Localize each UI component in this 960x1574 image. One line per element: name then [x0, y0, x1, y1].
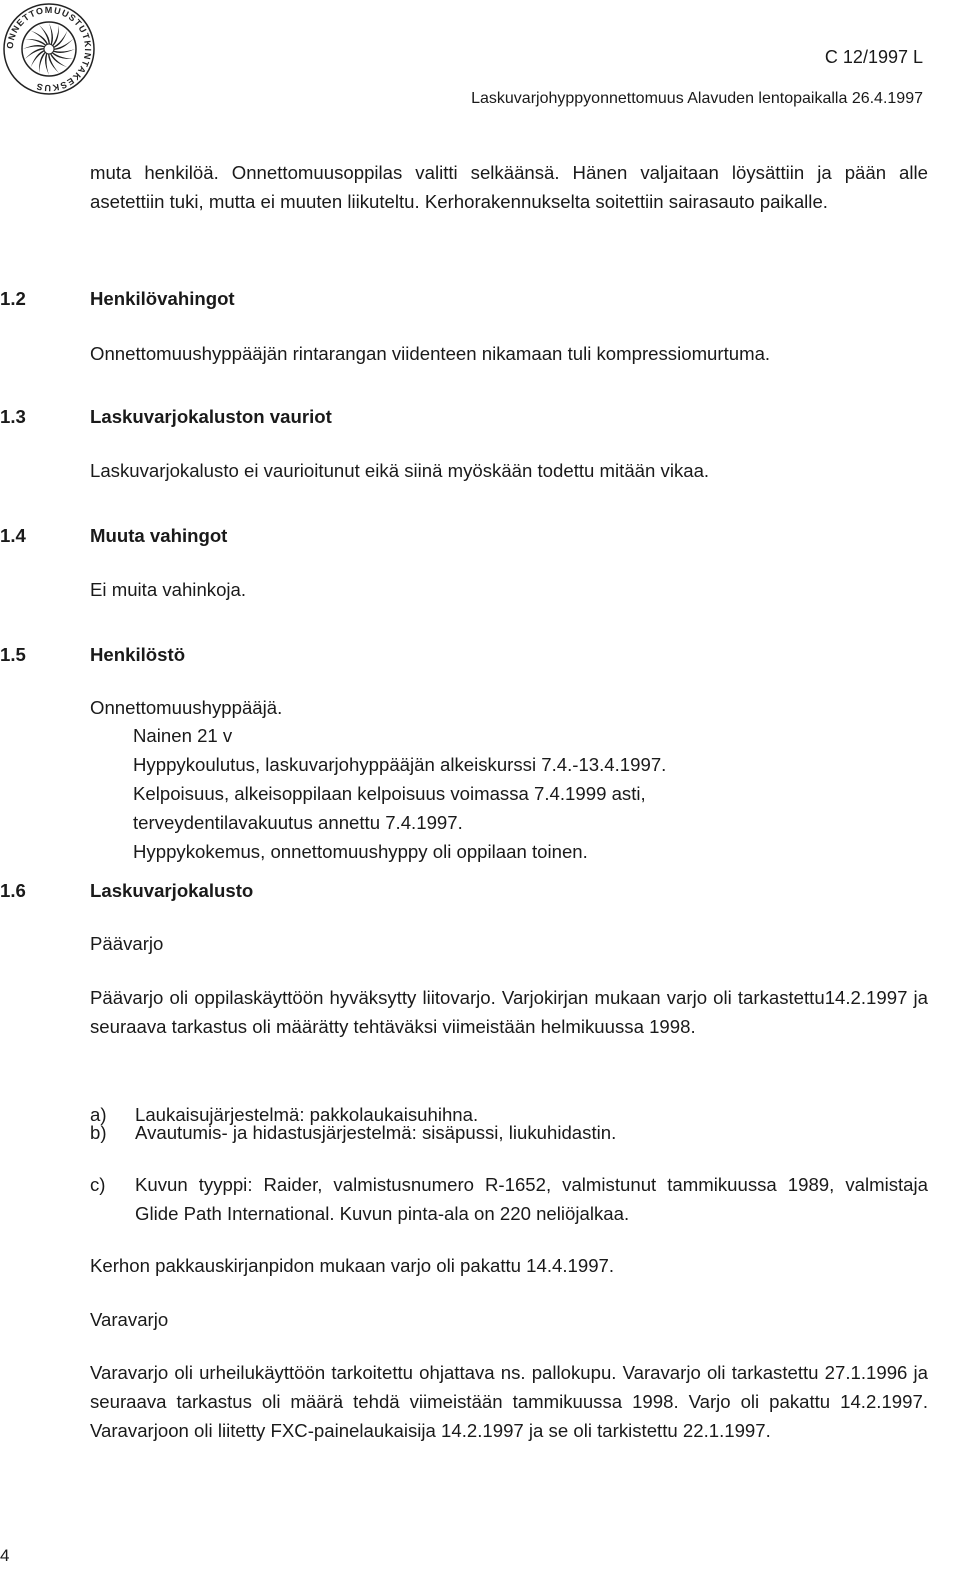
section-title-1-6: Laskuvarjokalusto — [90, 880, 254, 901]
section-number-1-2: 1.2 — [0, 288, 26, 309]
section-number-1-3: 1.3 — [0, 406, 26, 427]
personnel-line: terveydentilavakuutus annettu 7.4.1997. — [133, 812, 463, 833]
personnel-line: Kelpoisuus, alkeisoppilaan kelpoisuus voimassa 7.4.1999 asti, — [133, 783, 646, 804]
section-number-1-6: 1.6 — [0, 880, 26, 901]
section-number-1-4: 1.4 — [0, 525, 26, 546]
page-number: 4 — [0, 1546, 10, 1565]
section-text-1-4: Ei muita vahinkoja. — [90, 579, 247, 600]
list-item-label: c) — [90, 1174, 106, 1195]
section-number-1-5: 1.5 — [0, 644, 26, 665]
personnel-lead: Onnettomuushyppääjä. — [90, 697, 283, 718]
personnel-line: Hyppykokemus, onnettomuushyppy oli oppilaan toinen. — [133, 841, 588, 862]
list-item-text: Avautumis- ja hidastusjärjestelmä: sisäpussi, liukuhidastin. — [135, 1122, 617, 1143]
section-title-1-4: Muuta vahingot — [90, 525, 228, 546]
logo-ring-text: ONNETTOMUUSTUTKINTAKESKUS — [4, 4, 94, 94]
list-item-label: a) — [90, 1104, 107, 1125]
section-title-1-5: Henkilöstö — [90, 644, 186, 665]
reserve-canopy-paragraph: Varavarjo oli urheilukäyttöön tarkoitettu ohjattava ns. pallokupu. Varavarjo oli tarkastettu 27.1.1996 ja seuraava tarkastus oli määrä tehdä viimeistään tammikuussa 1998. Varjo oli pakattu 14.2.1997. Varavarjoon oli liitetty FXC-painelaukaisija 14.2.1997 ja se oli tarkistettu 22.1.1997. — [90, 1362, 928, 1441]
main-canopy-paragraph: Päävarjo oli oppilaskäyttöön hyväksytty liitovarjo. Varjokirjan mukaan varjo oli tarkastettu14.2.1997 ja seuraava tarkastus oli määrätty tehtäväksi viimeistään helmikuussa 1998. — [90, 987, 928, 1037]
section-title-1-2: Henkilövahingot — [90, 288, 235, 309]
main-canopy-heading: Päävarjo — [90, 933, 164, 954]
reserve-canopy-heading: Varavarjo — [90, 1309, 169, 1330]
agency-logo — [2, 2, 96, 96]
section-text-1-2: Onnettomuushyppääjän rintarangan viidenteen nikamaan tuli kompressiomurtuma. — [90, 343, 771, 364]
list-item-text: Kuvun tyyppi: Raider, valmistusnumero R-1652, valmistunut tammikuussa 1989, valmistaja Glide Path International. Kuvun pinta-ala on 220 neliöjalkaa. — [135, 1174, 928, 1224]
intro-paragraph: muta henkilöä. Onnettomuusoppilas valitti selkäänsä. Hänen valjaitaan löysättiin ja pään alle asetettiin tuki, mutta ei muuten liikuteltu. Kerhorakennukselta soitettiin sairasauto paikalle. — [90, 162, 928, 212]
document-code: C 12/1997 L — [824, 47, 923, 67]
personnel-line: Nainen 21 v — [133, 725, 233, 746]
personnel-line: Hyppykoulutus, laskuvarjohyppääjän alkeiskurssi 7.4.-13.4.1997. — [133, 754, 667, 775]
list-item-label: b) — [90, 1122, 107, 1143]
section-text-1-3: Laskuvarjokalusto ei vaurioitunut eikä siinä myöskään todettu mitään vikaa. — [90, 460, 710, 481]
section-title-1-3: Laskuvarjokaluston vauriot — [90, 406, 332, 427]
list-item-text: Laukaisujärjestelmä: pakkolaukaisuhihna. — [135, 1104, 479, 1125]
packing-note: Kerhon pakkauskirjanpidon mukaan varjo oli pakattu 14.4.1997. — [90, 1255, 615, 1276]
document-title: Laskuvarjohyppyonnettomuus Alavuden lentopaikalla 26.4.1997 — [471, 90, 923, 107]
